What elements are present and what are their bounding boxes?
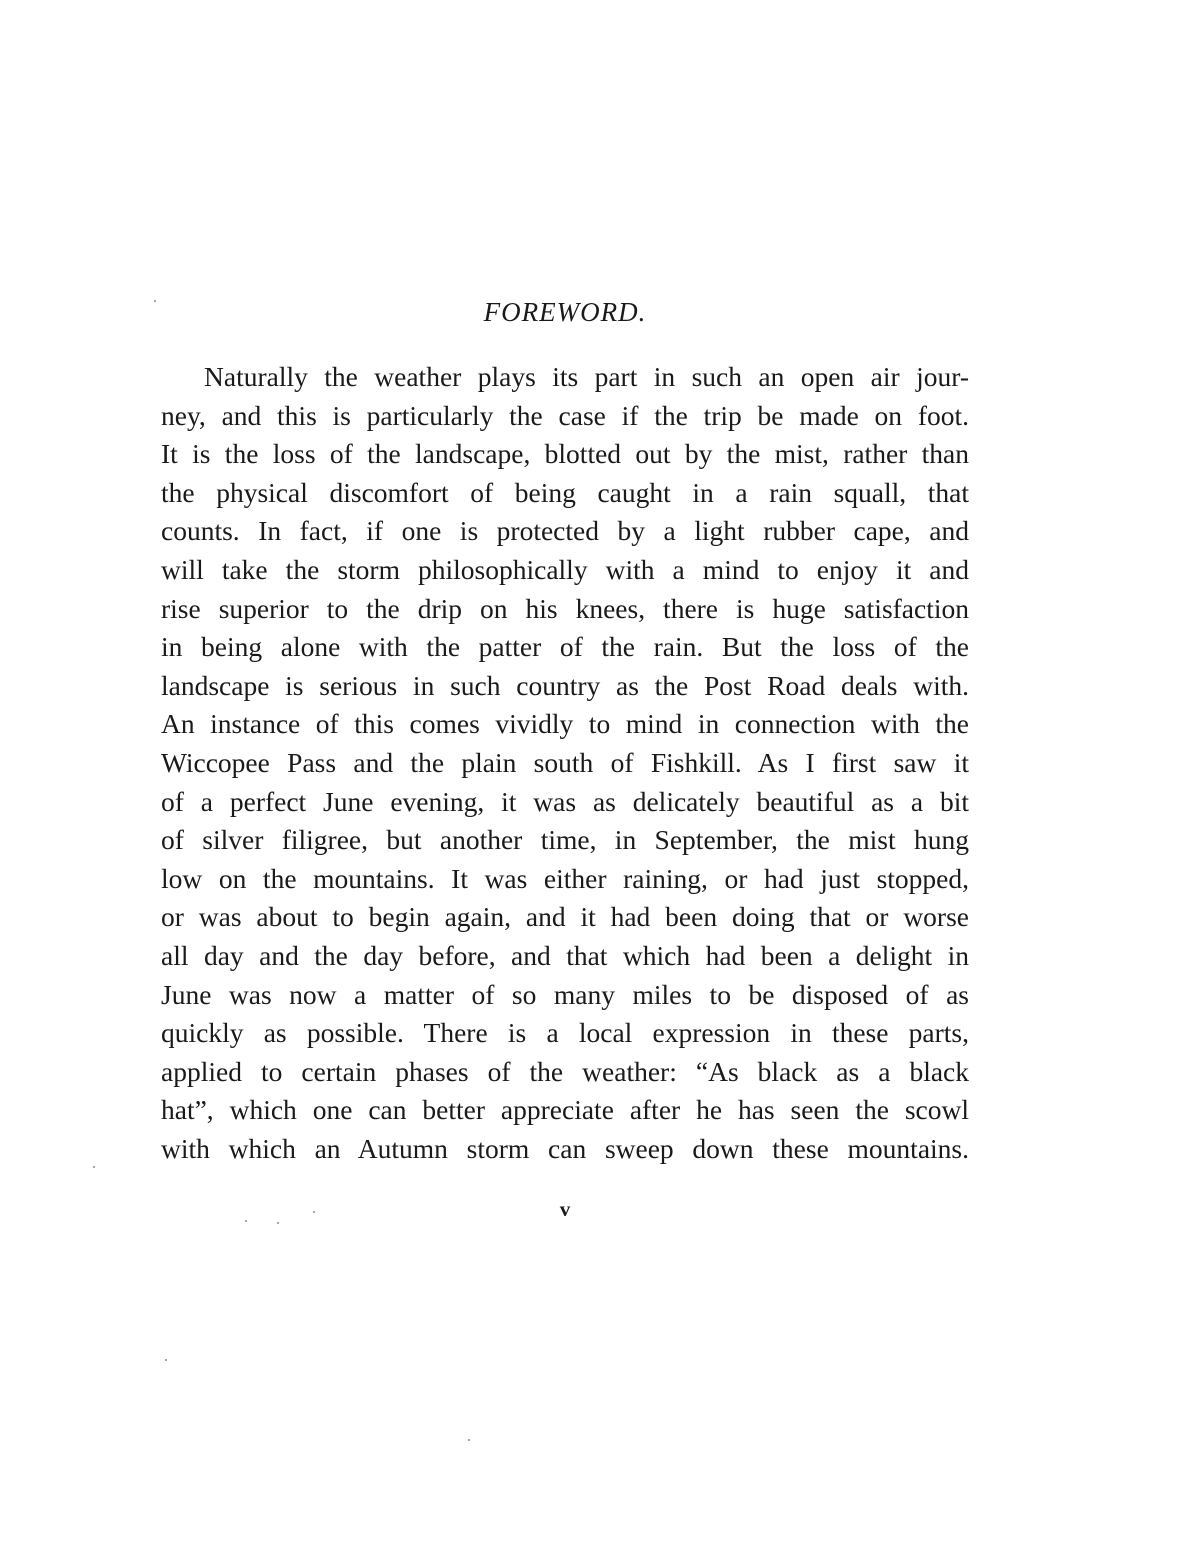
text-line: all day and the day before, and that which had been a delight in <box>161 939 969 971</box>
scan-speck <box>245 1220 247 1222</box>
text-line: of a perfect June evening, it was as delicately beautiful as a bit <box>161 785 969 817</box>
text-line: with which an Autumn storm can sweep down these mountains. <box>161 1132 969 1164</box>
text-line: in being alone with the patter of the rain. But the loss of the <box>161 631 969 663</box>
text-line: counts. In fact, if one is protected by a light rubber cape, and <box>161 515 969 547</box>
text-line: will take the storm philosophically with a mind to enjoy it and <box>161 553 969 585</box>
text-line: An instance of this comes vividly to mind in connection with the <box>161 708 969 740</box>
text-line: rise superior to the drip on his knees, there is huge satisfaction <box>161 592 969 624</box>
text-line: landscape is serious in such country as the Post Road deals with. <box>161 669 969 701</box>
text-line: ney, and this is particularly the case if the trip be made on foot. <box>161 399 969 431</box>
scan-speck <box>313 1211 315 1213</box>
page-number: v <box>559 1197 571 1221</box>
text-line: It is the loss of the landscape, blotted out by the mist, rather than <box>161 438 969 470</box>
text-line: June was now a matter of so many miles to be disposed of as <box>161 978 969 1010</box>
scan-speck <box>93 1166 95 1168</box>
scan-speck <box>277 1222 279 1224</box>
scan-speck <box>165 1359 167 1361</box>
text-line: quickly as possible. There is a local expression in these parts, <box>161 1017 969 1049</box>
scan-speck <box>468 1439 470 1441</box>
text-line: low on the mountains. It was either raining, or had just stopped, <box>161 862 969 894</box>
text-line: applied to certain phases of the weather: “As black as a black <box>161 1055 969 1087</box>
page-title: FOREWORD. <box>483 297 647 327</box>
foreword-paragraph <box>161 358 969 1168</box>
text-line: Naturally the weather plays its part in such an open air jour- <box>204 361 969 392</box>
text-line: Wiccopee Pass and the plain south of Fishkill. As I first saw it <box>161 746 969 778</box>
text-line: or was about to begin again, and it had been doing that or worse <box>161 901 969 933</box>
text-line: hat”, which one can better appreciate after he has seen the scowl <box>161 1094 969 1126</box>
text-line: the physical discomfort of being caught in a rain squall, that <box>161 476 969 508</box>
text-line: of silver filigree, but another time, in September, the mist hung <box>161 824 969 856</box>
scan-speck <box>154 300 156 302</box>
